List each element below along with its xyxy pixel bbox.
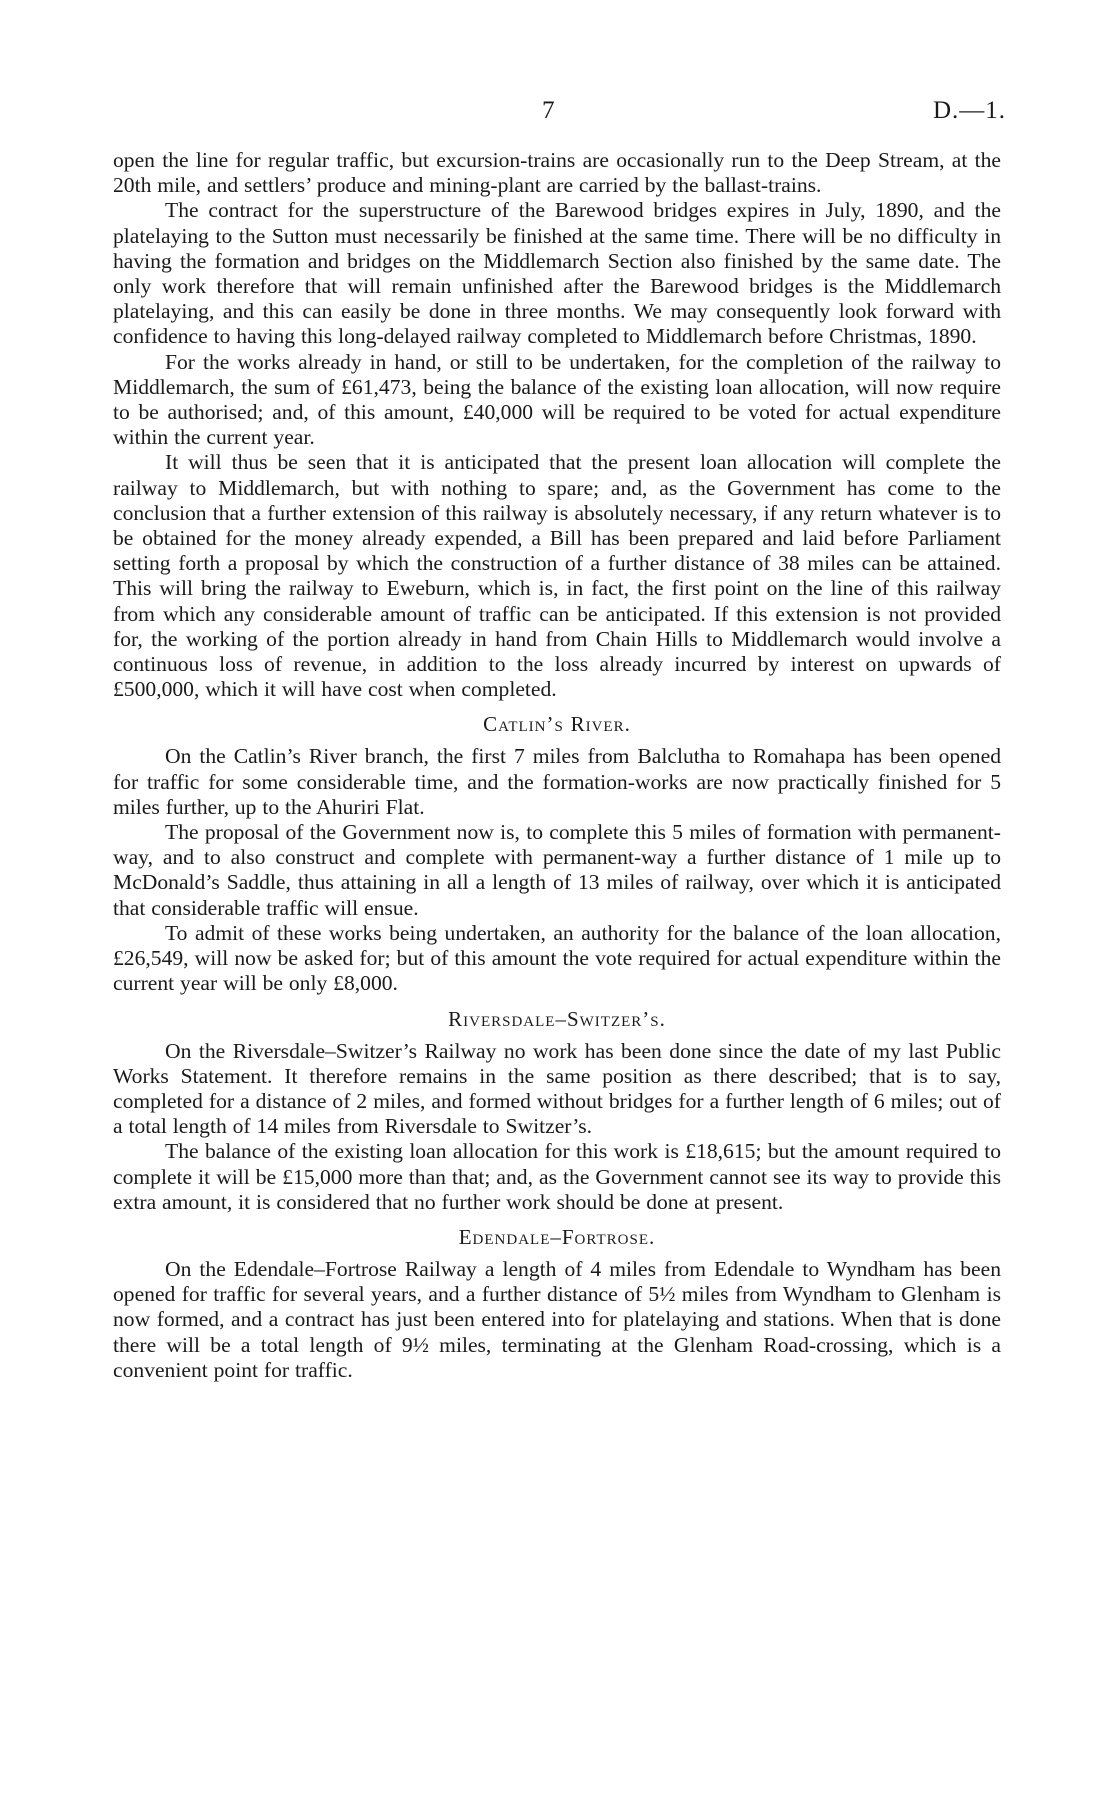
paragraph: The balance of the existing loan allocation for this work is £18,615; but the amount required to complete it will be £15,000 more than that; and, as the Government cannot see its way to provide this extra amount, it is considered that no further work should be done at present.: [113, 1139, 1001, 1214]
paragraph: open the line for regular traffic, but excursion-trains are occasionally run to the Deep Stream, at the 20th mile, and settlers’ produce and mining-plant are carried by the ballast-trains.: [113, 148, 1001, 198]
paragraph: To admit of these works being undertaken, an authority for the balance of the loan allocation, £26,549, will now be asked for; but of this amount the vote required for actual expenditure within the current year will be only £8,000.: [113, 920, 1001, 996]
paragraph: It will thus be seen that it is anticipated that the present loan allocation will complete the railway to Middlemarch, but with nothing to spare; and, as the Government has come to the conclusion that a further extension of this railway is absolutely necessary, if any return whatever is to be obtained for the money already expended, a Bill has been prepared and laid before Parliament setting forth a proposal by which the construction of a further distance of 38 miles can be attained. This will bring the railway to Eweburn, which is, in fact, the first point on the line of this railway from which any considerable amount of traffic can be anticipated. If this extension is not provided for, the working of the portion already in hand from Chain Hills to Middlemarch would involve a continuous loss of revenue, in addition to the loss already incurred by interest on upwards of £500,000, which it will have cost when completed.: [113, 450, 1001, 702]
section-catlins-river: [113, 712, 1001, 996]
section-heading: Edendale–Fortrose.: [458, 1224, 656, 1249]
section-heading: Riversdale–Switzer’s.: [448, 1006, 666, 1031]
document-body: [113, 148, 1001, 1383]
paragraph: On the Edendale–Fortrose Railway a length of 4 miles from Edendale to Wyndham has been opened for traffic for several years, and a further distance of 5½ miles from Wyndham to Glenham is now formed, and a contract has just been entered into for platelaying and stations. When that is done there will be a total length of 9½ miles, terminating at the Glenham Road-crossing, which is a convenient point for traffic.: [113, 1256, 1001, 1382]
document-code: D.—1.: [933, 97, 1007, 124]
page-number: 7: [542, 97, 555, 124]
section-middlemarch-continued: [113, 148, 1001, 702]
paragraph: On the Catlin’s River branch, the first 7 miles from Balclutha to Romahapa has been opened for traffic for some considerable time, and the formation-works are now practically finished for 5 miles further, up to the Ahuriri Flat.: [113, 744, 1001, 819]
paragraph: The proposal of the Government now is, to complete this 5 miles of formation with permanent-way, and to also construct and complete with permanent-way a further distance of 1 mile up to McDonald’s Saddle, thus attaining in all a length of 13 miles of railway, over which it is anticipated that considerable traffic will ensue.: [113, 820, 1001, 920]
paragraph: For the works already in hand, or still to be undertaken, for the completion of the railway to Middlemarch, the sum of £61,473, being the balance of the existing loan allocation, will now require to be authorised; and, of this amount, £40,000 will be required to be voted for actual expenditure within the current year.: [113, 349, 1001, 450]
section-riversdale-switzers: [113, 1007, 1001, 1215]
section-edendale-fortrose: [113, 1225, 1001, 1383]
paragraph: The contract for the superstructure of the Barewood bridges expires in July, 1890, and the platelaying to the Sutton must necessarily be finished at the same time. There will be no difficulty in having the formation and bridges on the Middlemarch Section also finished by the same date. The only work therefore that will remain unfinished after the Barewood bridges is the Middlemarch platelaying, and this can easily be done in three months. We may consequently look forward with confidence to having this long-delayed railway completed to Middlemarch before Christmas, 1890.: [113, 198, 1001, 349]
paragraph: On the Riversdale–Switzer’s Railway no work has been done since the date of my last Public Works Statement. It therefore remains in the same position as there described; that is to say, completed for a distance of 2 miles, and formed without bridges for a further length of 6 miles; out of a total length of 14 miles from Riversdale to Switzer’s.: [113, 1038, 1001, 1139]
section-heading: Catlin’s River.: [483, 712, 631, 737]
